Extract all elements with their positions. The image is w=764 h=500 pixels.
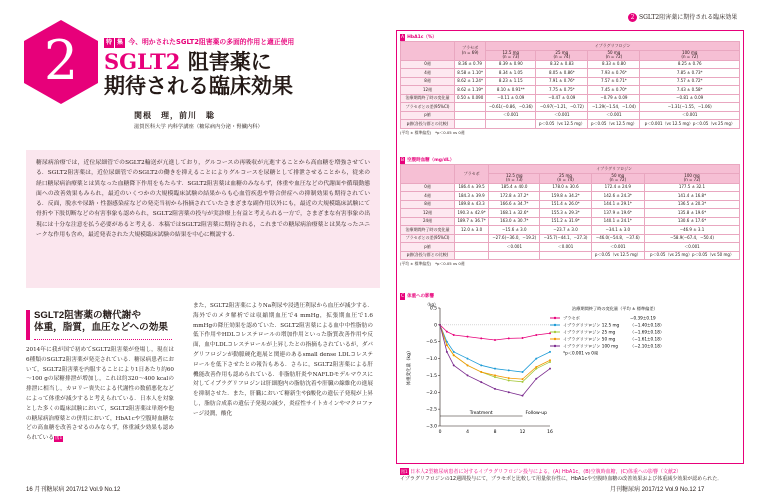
data-point	[467, 358, 469, 360]
legend-value: （−1.40±0.18）	[630, 322, 665, 328]
data-point	[508, 391, 510, 393]
table-cell: −0.61(−0.86，−0.36)	[486, 103, 536, 112]
table-cell: p＜0.05（vs 12.5 mg）	[588, 120, 640, 129]
series-title-text: 今、明かされたSGLT2阻害薬の多面的作用と適正使用	[128, 38, 295, 46]
caption-body: イプラグリフロジンの12週間投与にて，プラセボと比較して用量依存性に，HbA1cや空腹時血糖の改善効果および体重減少効果が認められた．	[400, 476, 723, 482]
placebo-header: プラセボ (n = 69)	[455, 42, 486, 61]
fpg-table-body	[401, 183, 740, 260]
weight-chart	[400, 300, 740, 455]
body-column-2	[193, 302, 373, 420]
data-point	[494, 368, 496, 370]
table-cell: 178.0 ± 30.6	[540, 183, 591, 192]
table-cell: 151.2 ± 31.9*	[540, 217, 591, 226]
running-head-number: 2	[628, 13, 637, 22]
table-cell: 8.33 ± 0.80	[588, 60, 640, 69]
table-cell: ＜0.001	[591, 243, 644, 252]
table-row	[401, 209, 740, 218]
legend-label: イプラグリフロジン 12.5 mg	[563, 322, 620, 328]
data-point	[549, 368, 551, 370]
drug-header: イプラグリフロジン	[489, 165, 740, 174]
table-row	[401, 111, 740, 120]
x-tick-label: 0	[438, 430, 442, 435]
row-label: 0週	[401, 60, 455, 69]
data-point	[480, 337, 482, 339]
y-axis-unit: （kg）	[425, 302, 438, 307]
legend-marker	[554, 338, 556, 340]
row-label: 4週	[401, 192, 455, 201]
table-cell: p＜0.05（vs 25 mg）p＜0.05（vs 50 mg）	[644, 251, 739, 260]
tag-toku: 特	[106, 39, 113, 46]
data-point	[549, 359, 551, 361]
panel-b-tag: B	[401, 158, 405, 163]
row-label: 4週	[401, 69, 455, 78]
y-axis-label: 体重変化量（kg）	[407, 348, 412, 386]
data-point	[494, 374, 496, 376]
data-point	[446, 351, 448, 353]
table-cell: 7.57 ± 0.72*	[640, 77, 740, 86]
y-tick-label: 0	[434, 323, 437, 329]
y-tick-label: −0.5	[426, 340, 437, 346]
table-cell: 166.6 ± 34.7*	[489, 200, 540, 209]
table-cell	[489, 251, 540, 260]
p-note: *p＜0.001 vs 0週	[563, 350, 599, 356]
table-cell: 163.0 ± 30.7*	[489, 217, 540, 226]
table-cell: 186.4 ± 39.5	[455, 183, 489, 192]
table-cell: 12.0 ± 3.0	[455, 226, 489, 235]
data-point	[508, 369, 510, 371]
table-row	[401, 94, 740, 103]
table-cell: 8.62 ± 1.19*	[455, 86, 486, 95]
legend-label: イプラグリフロジン 50 mg	[563, 336, 616, 342]
table-cell: 7.91 ± 0.76*	[536, 77, 588, 86]
table-cell: 7.57 ± 0.71*	[588, 77, 640, 86]
col1-text: 2014年に我が国で初めてSGLT2阻害薬が登場し，現在は6種類のSGLT2阻害薬が発売されている．糖尿病患者において，SGLT2阻害薬を内服することにより1日あたり約60～100 gの尿糖排泄が増加し，これは約320～400 kcalの排泄に相当し，カロリー喪失による代謝性の数値悪化などによって体重が減少すると考えられている．日本人を対象とした多くの臨床試験において，SGLT2阻害薬は単剤や他の糖尿病治療薬との併用において，HbA1cや空腹時血糖などの高血糖を改善させるのみならず，体重減少効果も認められている	[26, 347, 174, 442]
table-cell: −0.47 ± 0.09	[536, 94, 588, 103]
table-row	[401, 103, 740, 112]
table-cell: 151.4 ± 26.0*	[540, 200, 591, 209]
table-cell	[540, 251, 591, 260]
figure-1	[396, 30, 744, 464]
table-cell: −46.0(−54.8，−37.6)	[591, 234, 644, 243]
hba1c-table-body	[401, 60, 740, 128]
data-point	[480, 381, 482, 383]
table-row	[401, 183, 740, 192]
series-line	[440, 325, 550, 372]
data-point	[494, 388, 496, 390]
corner-cell	[401, 165, 455, 184]
series-line	[440, 325, 550, 340]
table-cell: 185.4 ± 40.0	[489, 183, 540, 192]
table-cell: 189.7 ± 36.7*	[455, 217, 489, 226]
table-row	[401, 77, 740, 86]
panel-a-tag: A	[401, 35, 405, 40]
table-cell	[455, 251, 489, 260]
fpg-table	[400, 164, 740, 260]
row-label: 12週	[401, 86, 455, 95]
table-cell: 7.93 ± 0.76*	[588, 69, 640, 78]
dose-header: 25 mg (n = 74)	[540, 173, 591, 183]
table-cell: 168.1 ± 32.6*	[489, 209, 540, 218]
table-row	[401, 86, 740, 95]
y-tick-label: −1.5	[426, 373, 437, 379]
data-point	[439, 324, 441, 326]
table-cell: ＜0.001	[640, 111, 740, 120]
table-cell: 141.4 ± 16.8*	[644, 192, 739, 201]
table-row	[401, 60, 740, 69]
legend-marker	[554, 331, 556, 333]
table-row	[401, 217, 740, 226]
table-row	[401, 120, 740, 129]
table-cell: ＜0.001	[486, 111, 536, 120]
table-cell: ＜0.001	[489, 243, 540, 252]
table-row	[401, 192, 740, 201]
dose-header: 100 mg (n = 72)	[640, 50, 740, 60]
table-row	[401, 226, 740, 235]
table-cell: ＜0.001	[588, 111, 640, 120]
data-point	[549, 332, 551, 334]
table-cell: −58.9(−67.4，−50.4)	[644, 234, 739, 243]
data-point	[549, 351, 551, 353]
panel-b-title: 空腹時血糖（mg/dL）	[407, 158, 455, 163]
table-cell: 8.39 ± 0.90	[486, 60, 536, 69]
abstract-text: 糖尿病治療では，近位尿細管でのSGLT2輸送が亢進しており，グルコースの再吸収が亢進することから高血糖を増強させている．SGLT2阻害薬は，近位尿細管でのSGLT2の働きを抑えることによりグルコースを尿糖として排泄させることから，従来の経口糖尿病治療薬とは異なった血糖降下作用をもたらす．SGLT2阻害薬は血糖のみならず，体重や血圧などの代謝面や循環動態面への改善効果もみられ，最近のいくつかの大規模臨床試験の結果からも心血管疾患や腎合併症への抑制効果も期待されている．反面，脱水や尿路・性器感染症などの発売当初から指摘されていたさまざまな副作用以外にも，最近の大規模臨床試験にて骨折や下肢切断などの有害事象も認められ，SGLT2阻害薬の投与が実診療上有益と考えられる一方で，さまざまな有害事象の出現には十分な注意を払う必要があると考える．本稿ではSGLT2阻害薬に期待される，これまでの糖尿病治療薬とは異なったユニークな作用も含め，最近発表された大規模臨床試験の結果を中心に概説する．	[36, 160, 370, 239]
hba1c-table	[400, 41, 740, 129]
panel-a	[400, 34, 740, 136]
table-cell: ＜0.001	[644, 243, 739, 252]
caption-figure-tag: 図1	[401, 469, 408, 474]
y-tick-label: 0.5	[429, 306, 437, 312]
section-heading-line2: 体重，脂質，血圧などへの効果	[34, 322, 168, 333]
x-tick-label: 16	[547, 430, 553, 435]
table-cell: 177.5 ± 32.1	[644, 183, 739, 192]
row-label: 治療期間終了時の変化量	[401, 94, 455, 103]
title-line2: 期待される臨床効果	[104, 73, 293, 98]
title-accent: SGLT2	[104, 49, 181, 74]
table-cell: 8.36 ± 0.79	[455, 60, 486, 69]
row-label: p値	[401, 111, 455, 120]
dose-header: 50 mg (n = 72)	[591, 173, 644, 183]
footer-right: 月刊糖尿病 2017/12 Vol.9 No.12 17	[610, 487, 705, 493]
section-divider	[34, 339, 172, 340]
legend-label: イプラグリフロジン 25 mg	[563, 329, 616, 335]
panel-a-label	[400, 34, 740, 41]
data-point	[494, 339, 496, 341]
footer-left: 16 月刊糖尿病 2017/12 Vol.9 No.12	[26, 487, 121, 493]
data-point	[522, 378, 524, 380]
row-label: p値	[401, 243, 455, 252]
table-cell: −27.6(−36.0，−19.2)	[489, 234, 540, 243]
x-tick-label: 8	[493, 430, 497, 435]
running-head	[628, 12, 737, 22]
table-cell	[486, 120, 536, 129]
title-line1: 阻害薬に	[180, 49, 272, 74]
table-cell: 7.43 ± 0.58*	[640, 86, 740, 95]
data-point	[508, 377, 510, 379]
table-cell: −1.31(−1.55，−1.06)	[640, 103, 740, 112]
legend-title: 治療期間終了時の変化量（平均 ± 標準偏差）	[572, 306, 658, 311]
corner-cell	[401, 42, 455, 61]
table-cell: 184.3 ± 39.9	[455, 192, 489, 201]
row-label: 24週	[401, 217, 455, 226]
x-tick-label: 4	[466, 430, 469, 435]
panel-b	[400, 157, 740, 267]
table-row	[401, 251, 740, 260]
table-cell: 8.25 ± 0.76	[640, 60, 740, 69]
table-cell: 8.10 ± 0.91**	[486, 86, 536, 95]
row-label: プラセボとの差(95%CI)	[401, 103, 455, 112]
table-cell: 7.85 ± 0.73*	[640, 69, 740, 78]
table-cell: 144.1 ± 29.1*	[591, 200, 644, 209]
dose-header: 12.5 mg (n = 73)	[486, 50, 536, 60]
row-label: 治療期間終了時の変化量	[401, 226, 455, 235]
section-heading	[34, 310, 168, 334]
table-cell: 8.23 ± 1.15	[486, 77, 536, 86]
legend-marker	[554, 324, 556, 326]
table-cell	[455, 103, 486, 112]
data-point	[535, 334, 537, 336]
dose-header: 50 mg (n = 72)	[588, 50, 640, 60]
legend-value: （−2.10±0.18）	[630, 343, 665, 349]
tag-shu: 集	[117, 39, 124, 46]
table-cell: 155.3 ± 29.3*	[540, 209, 591, 218]
panel-c-title: 体重への影響	[407, 294, 435, 299]
table-cell: 130.6 ± 17.6*	[644, 217, 739, 226]
legend-value: （−1.69±0.18）	[630, 329, 665, 335]
series-title	[104, 36, 294, 48]
table-row	[401, 243, 740, 252]
table-cell: p＜0.05（vs 12.5 mg）	[536, 120, 588, 129]
panel-a-note: (平均 ± 標準偏差) *p＜0.05 vs 0週	[400, 129, 465, 135]
table-cell: 0.50 ± 0.090	[455, 94, 486, 103]
followup-label: Follow-up	[525, 411, 547, 416]
table-row	[401, 234, 740, 243]
table-cell: −0.97(−1.21，−0.72)	[536, 103, 588, 112]
table-cell: 190.3 ± 42.9*	[455, 209, 489, 218]
body-column-1	[26, 346, 174, 444]
table-cell: −46.9 ± 3.1	[644, 226, 739, 235]
table-cell: −0.79 ± 0.09	[588, 94, 640, 103]
col2-text: また，SGLT2阻害薬によりNa利尿や浸透圧利尿から血圧が減少する．海外でのメタ解析では収縮期血圧で4 mmHg，拡張期血圧で1.6 mmHgの降圧効果を認めていた．SGLT2阻害薬による血中中性脂肪の低下作用やHDLコレステロールの増加作用といった脂質改善作用や反面，血中LDLコレステロールが上昇したとの指摘もされているが，ダパグリフロジンが動脈硬化進展と関連のあるsmall dense LDLコレステロールを低下させたとの報告もある．さらに，SGLT2阻害薬による肝機能改善作用も認められている．非脂肪肝炎やNAFLDモデルマウスに対してイプラグリフロジンは肝細胞内の脂肪沈着や肝臓の線維化の進展を抑制させた．また，肝臓において糖新生やβ酸化の遺伝子発現が上昇し，脂肪合成系の遺伝子発現の減少，炎症性サイトカインやマクロファージ浸潤，酸化	[193, 303, 373, 417]
table-row	[401, 200, 740, 209]
y-tick-label: −3.0	[426, 424, 437, 430]
legend-label: イプラグリフロジン 100 mg	[563, 343, 618, 349]
table-cell: 172.8 ± 37.2*	[489, 192, 540, 201]
running-head-text: SGLT2阻害薬に期待される臨床効果	[639, 14, 738, 21]
table-cell	[455, 234, 489, 243]
data-point	[446, 331, 448, 333]
data-point	[467, 364, 469, 366]
data-point	[453, 334, 455, 336]
section-heading-line1: SGLT2阻害薬の糖代謝や	[34, 310, 141, 321]
table-cell: 189.8 ± 43.3	[455, 200, 489, 209]
article-title	[104, 50, 293, 98]
treatment-label: Treatment	[469, 411, 493, 416]
table-cell	[455, 111, 486, 120]
data-point	[508, 337, 510, 339]
legend-marker	[554, 317, 556, 319]
table-cell: 7.75 ± 0.75*	[536, 86, 588, 95]
table-cell: ＜0.001	[540, 243, 591, 252]
panel-c-label	[400, 293, 740, 300]
data-point	[535, 378, 537, 380]
row-label: p値(各投与群との比較)	[401, 251, 455, 260]
table-cell: 8.05 ± 0.86*	[536, 69, 588, 78]
figure-citation[interactable]: 図1	[54, 436, 63, 442]
table-cell: 8.58 ± 1.10*	[455, 69, 486, 78]
row-label: 8週	[401, 77, 455, 86]
data-point	[446, 344, 448, 346]
table-cell: −15.6 ± 3.0	[489, 226, 540, 235]
data-point	[453, 351, 455, 353]
figure-caption	[400, 468, 740, 483]
data-point	[522, 337, 524, 339]
panel-b-label	[400, 157, 740, 164]
dose-header: 25 mg (n = 74)	[536, 50, 588, 60]
table-cell: 172.4 ± 24.9	[591, 183, 644, 192]
table-cell: −1.29(−1.54，−1.04)	[588, 103, 640, 112]
dose-header: 100 mg (n = 72)	[644, 173, 739, 183]
data-point	[522, 395, 524, 397]
table-cell: 142.6 ± 24.3*	[591, 192, 644, 201]
data-point	[480, 371, 482, 373]
table-cell: −35.7(−44.1，−27.3)	[540, 234, 591, 243]
table-cell	[455, 243, 489, 252]
data-point	[508, 379, 510, 381]
y-tick-label: −1.0	[426, 357, 437, 363]
data-point	[467, 374, 469, 376]
table-cell: p＜0.001（vs 12.5 mg）p＜0.05（vs 25 mg）	[640, 120, 740, 129]
panel-b-note: (平均 ± 標準偏差) *p＜0.05 vs 0週	[400, 261, 465, 266]
dose-header: 12.5 mg (n = 73)	[489, 173, 540, 183]
authors: 関根 理，前川 聡	[134, 110, 215, 120]
table-cell: p＜0.05（vs 12.5 mg）	[591, 251, 644, 260]
data-point	[522, 371, 524, 373]
table-cell: −0.81 ± 0.09	[640, 94, 740, 103]
data-point	[467, 336, 469, 338]
table-cell: 8.34 ± 1.05	[486, 69, 536, 78]
table-cell: ＜0.001	[536, 111, 588, 120]
table-cell: −23.7 ± 3.0	[540, 226, 591, 235]
panel-c-tag: C	[401, 294, 405, 299]
legend-label: プラセボ	[563, 315, 580, 321]
table-cell: 8.32 ± 0.83	[536, 60, 588, 69]
table-row	[401, 69, 740, 78]
x-tick-label: 12	[519, 430, 526, 435]
row-label: p値(各投与群との比較)	[401, 120, 455, 129]
table-cell: 136.5 ± 20.3*	[644, 200, 739, 209]
y-tick-label: −2.5	[426, 407, 437, 413]
row-label: 12週	[401, 209, 455, 218]
data-point	[453, 364, 455, 366]
row-label: 0週	[401, 183, 455, 192]
placebo-header: プラセボ	[455, 165, 489, 184]
table-cell: −0.11 ± 0.09	[486, 94, 536, 103]
table-cell: 159.8 ± 34.2*	[540, 192, 591, 201]
legend-value: （−1.61±0.18）	[630, 336, 665, 342]
row-label: 8週	[401, 200, 455, 209]
chapter-number: 2	[43, 29, 79, 92]
abstract-box	[26, 150, 380, 288]
table-cell: 135.8 ± 19.6*	[644, 209, 739, 218]
table-cell: 137.9 ± 19.6*	[591, 209, 644, 218]
row-label: プラセボとの差(95%CI)	[401, 234, 455, 243]
table-cell: 8.62 ± 1.24*	[455, 77, 486, 86]
table-cell: −34.1 ± 3.0	[591, 226, 644, 235]
panel-a-title: HbA1c（%）	[407, 35, 437, 40]
data-point	[535, 366, 537, 368]
data-point	[522, 381, 524, 383]
legend-marker	[554, 345, 556, 347]
table-cell: 7.45 ± 0.70*	[588, 86, 640, 95]
y-tick-label: −2.0	[426, 390, 437, 396]
caption-title: 日本人2型糖尿病患者に対するイプラグリフロジン投与による，(A) HbA1c，(B)空腹時血糖，(C)体重への影響（文献2）	[410, 469, 682, 475]
data-point	[535, 358, 537, 360]
section-marker	[26, 310, 30, 340]
panel-c	[400, 293, 740, 459]
drug-header: イプラグリフロジン	[486, 42, 740, 51]
affiliation: 滋賀医科大学 内科学講座（糖尿病内分泌・腎臓内科）	[134, 124, 263, 130]
data-point	[453, 354, 455, 356]
table-cell	[455, 120, 486, 129]
legend-value: −0.39±0.19	[630, 315, 656, 321]
table-cell: 140.1 ± 24.1*	[591, 217, 644, 226]
data-point	[480, 364, 482, 366]
